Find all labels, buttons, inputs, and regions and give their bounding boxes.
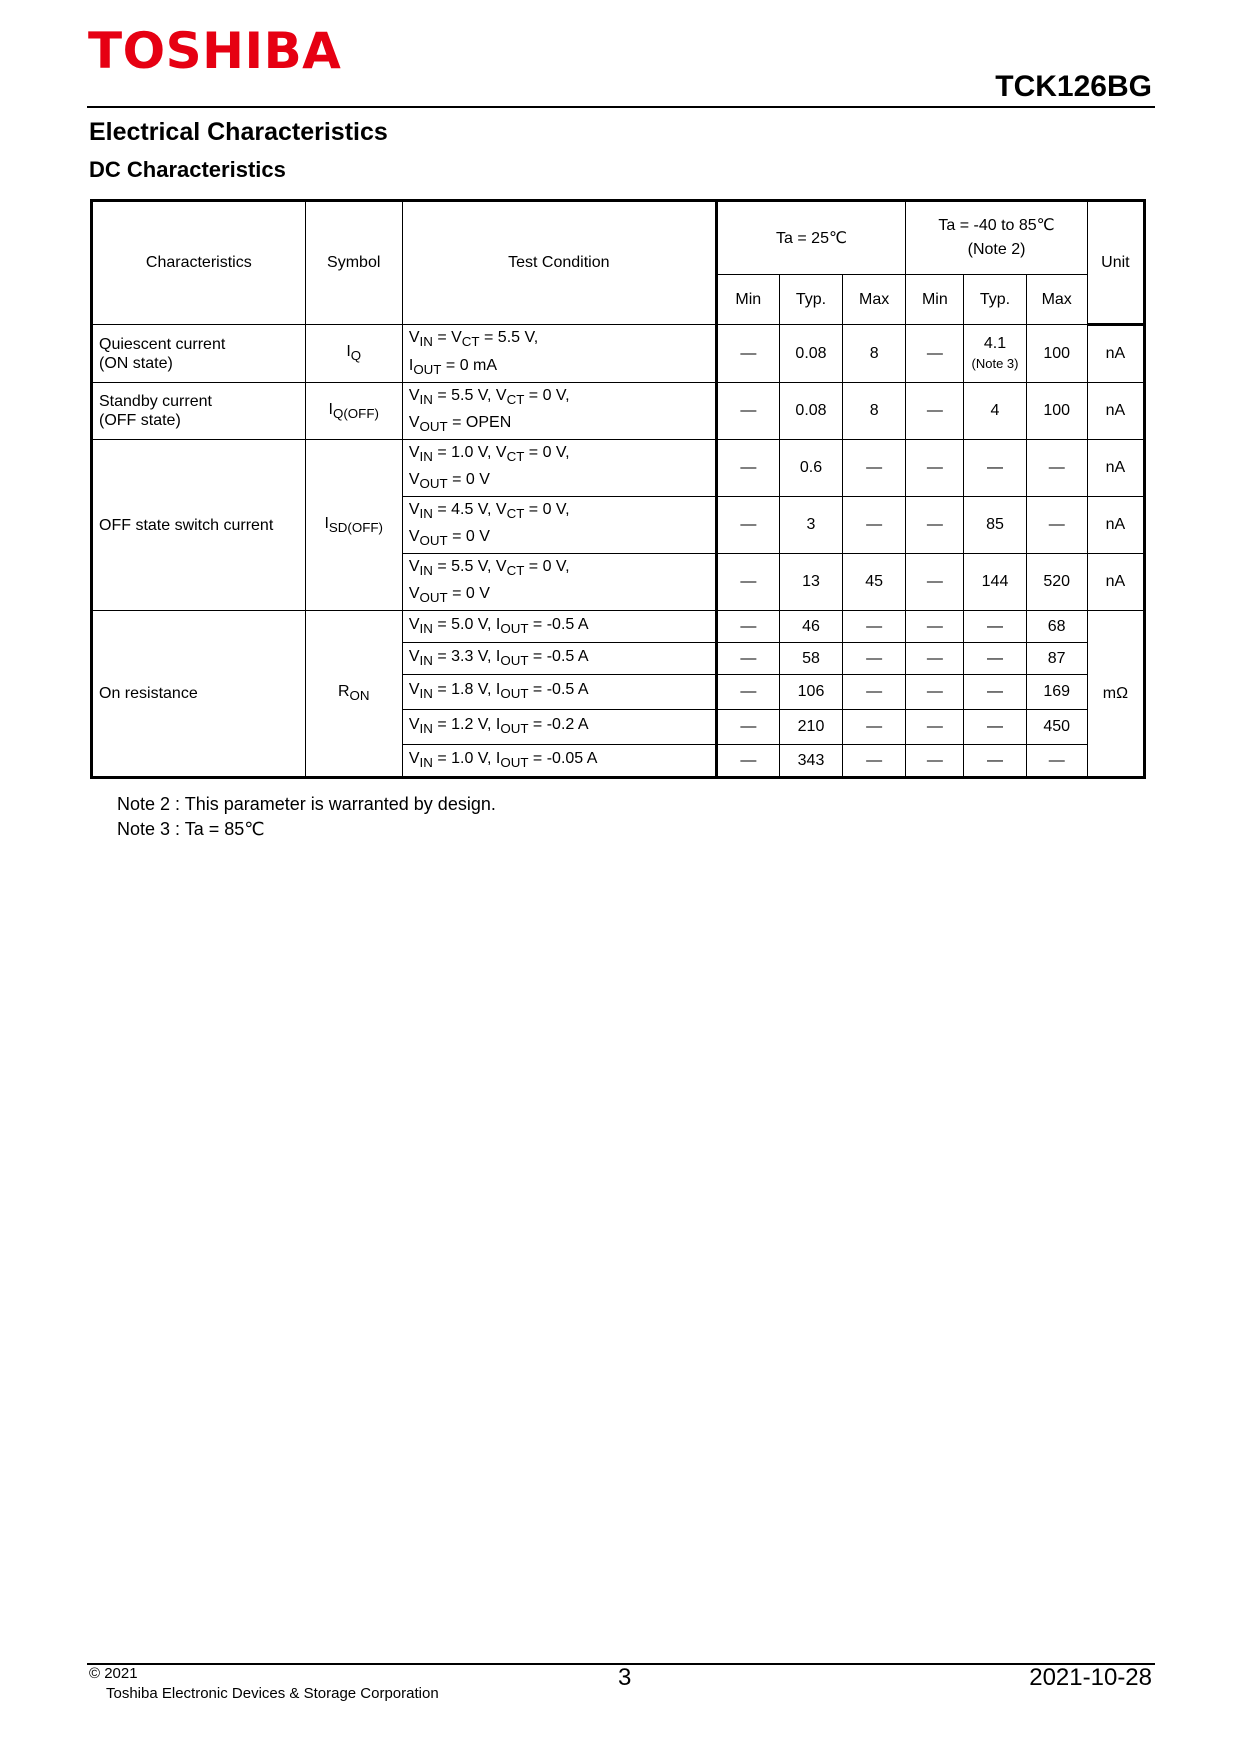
col-typ-25: Typ. [779, 275, 842, 325]
col-min-range: Min [906, 275, 964, 325]
value-cell: — [716, 497, 779, 554]
value-cell: — [843, 710, 906, 745]
value-cell: — [843, 745, 906, 778]
symbol-cell: $I_{SD(OFF)}$ [305, 440, 402, 611]
unit-cell: nA [1087, 497, 1144, 554]
test-condition: $V_{IN} = 5.5$ V, $V_{CT} = 0$ V, $V_{OUT} = 0$ V [402, 554, 716, 611]
table-row [92, 611, 1145, 643]
company-name: Toshiba Electronic Devices & Storage Corporation [106, 1685, 439, 1702]
value-cell: 144 [964, 554, 1026, 611]
value-cell: 169 [1026, 675, 1087, 710]
value-cell: 8 [843, 383, 906, 440]
value-cell: — [843, 643, 906, 675]
notes [117, 792, 496, 842]
value-cell: — [716, 383, 779, 440]
char-name [92, 383, 306, 440]
unit-cell: nA [1087, 554, 1144, 611]
value-cell: — [964, 643, 1026, 675]
test-condition: $V_{IN} = 1.0$ V, $V_{CT} = 0$ V, $V_{OUT} = 0$ V [402, 440, 716, 497]
value-cell: — [716, 554, 779, 611]
test-condition: $V_{IN} = V_{CT} = 5.5$ V, $I_{OUT} = 0$ mA [402, 325, 716, 383]
value-cell: 4.1 (Note 3) [964, 325, 1026, 383]
dc-characteristics-table [90, 199, 1146, 779]
col-max-25: Max [843, 275, 906, 325]
value-cell: — [843, 440, 906, 497]
value-cell: — [1026, 745, 1087, 778]
value-cell: — [843, 675, 906, 710]
char-name-line: Standby current [99, 393, 212, 410]
value-cell: 210 [779, 710, 842, 745]
value-cell: — [716, 745, 779, 778]
value-cell: — [906, 325, 964, 383]
value-cell: — [1026, 440, 1087, 497]
value-cell: 343 [779, 745, 842, 778]
page-number: 3 [618, 1664, 632, 1691]
value-cell: — [716, 675, 779, 710]
value-cell: 450 [1026, 710, 1087, 745]
unit-cell: mΩ [1087, 611, 1144, 778]
note-ref: (Note 3) [971, 355, 1019, 371]
test-condition: $V_{IN} = 5.5$ V, $V_{CT} = 0$ V, $V_{OUT}$ = OPEN [402, 383, 716, 440]
value-cell: — [716, 643, 779, 675]
col-ta25: Ta = 25℃ [716, 201, 906, 275]
test-condition: $V_{IN} = 1.8$ V, $I_{OUT} = -0.5$ A [402, 675, 716, 710]
value-cell: 0.08 [779, 383, 842, 440]
unit-cell: nA [1087, 440, 1144, 497]
value-cell: — [906, 383, 964, 440]
char-name-line: (ON state) [99, 354, 173, 372]
value-cell: — [843, 611, 906, 643]
value-cell: — [964, 745, 1026, 778]
test-condition: $V_{IN} = 1.2$ V, $I_{OUT} = -0.2$ A [402, 710, 716, 745]
value-cell: 8 [843, 325, 906, 383]
value-cell: 520 [1026, 554, 1087, 611]
subsection-title: DC Characteristics [89, 157, 286, 182]
value-cell: — [843, 497, 906, 554]
note-2: Note 2 : This parameter is warranted by design. [117, 794, 496, 814]
value-cell: 3 [779, 497, 842, 554]
char-name-line: (OFF state) [99, 412, 181, 429]
value-cell: — [964, 440, 1026, 497]
ta-range-note: (Note 2) [967, 241, 1026, 258]
value-cell: — [716, 710, 779, 745]
value-cell: 100 [1026, 383, 1087, 440]
value-cell: 13 [779, 554, 842, 611]
symbol-cell: $I_{Q(OFF)}$ [305, 383, 402, 440]
char-name: On resistance [92, 611, 306, 778]
value-cell: — [716, 440, 779, 497]
value-cell: — [716, 611, 779, 643]
toshiba-logo: TOSHIBA [88, 22, 342, 80]
value-cell: 58 [779, 643, 842, 675]
col-typ-range: Typ. [964, 275, 1026, 325]
value-cell: — [906, 745, 964, 778]
ta-range-label: Ta = -40 to 85℃ [938, 217, 1055, 234]
value-cell: — [906, 710, 964, 745]
test-condition: $V_{IN} = 3.3$ V, $I_{OUT} = -0.5$ A [402, 643, 716, 675]
value-cell: 68 [1026, 611, 1087, 643]
table-row [92, 383, 1145, 440]
header-rule [87, 106, 1155, 108]
value-cell: 46 [779, 611, 842, 643]
symbol-cell: $R_{ON}$ [305, 611, 402, 778]
col-characteristics: Characteristics [92, 201, 306, 325]
part-number: TCK126BG [995, 70, 1152, 103]
unit-cell: nA [1087, 383, 1144, 440]
value-cell: — [906, 497, 964, 554]
value-cell: — [716, 325, 779, 383]
value-cell: 106 [779, 675, 842, 710]
document-date: 2021-10-28 [1029, 1664, 1152, 1691]
value-cell: — [906, 554, 964, 611]
col-min-25: Min [716, 275, 779, 325]
col-max-range: Max [1026, 275, 1087, 325]
value-cell: — [906, 440, 964, 497]
value-cell: — [964, 675, 1026, 710]
footer-copyright [89, 1664, 439, 1704]
value-cell: 45 [843, 554, 906, 611]
symbol-cell: $I_Q$ [305, 325, 402, 383]
note-3: Note 3 : Ta = 85℃ [117, 819, 265, 839]
section-title: Electrical Characteristics [89, 118, 388, 146]
char-name [92, 325, 306, 383]
value-cell: 0.6 [779, 440, 842, 497]
value-cell: 4 [964, 383, 1026, 440]
unit-cell: nA [1087, 325, 1144, 383]
value-cell: — [964, 710, 1026, 745]
table-row [92, 440, 1145, 497]
value-cell: 85 [964, 497, 1026, 554]
col-test-condition: Test Condition [402, 201, 716, 325]
copyright-year: © 2021 [89, 1665, 138, 1682]
value-cell: — [1026, 497, 1087, 554]
value-cell: — [906, 643, 964, 675]
table-row [92, 325, 1145, 383]
char-name: OFF state switch current [92, 440, 306, 611]
value-cell: 87 [1026, 643, 1087, 675]
col-symbol: Symbol [305, 201, 402, 325]
value-cell: — [964, 611, 1026, 643]
value-cell: — [906, 611, 964, 643]
test-condition: $V_{IN} = 1.0$ V, $I_{OUT} = -0.05$ A [402, 745, 716, 778]
value-cell: — [906, 675, 964, 710]
value-cell: 100 [1026, 325, 1087, 383]
test-condition: $V_{IN} = 5.0$ V, $I_{OUT} = -0.5$ A [402, 611, 716, 643]
char-name-line: Quiescent current [99, 335, 226, 353]
value-cell: 0.08 [779, 325, 842, 383]
col-unit: Unit [1087, 201, 1144, 325]
col-ta-range [906, 201, 1088, 275]
test-condition: $V_{IN} = 4.5$ V, $V_{CT} = 0$ V, $V_{OUT} = 0$ V [402, 497, 716, 554]
